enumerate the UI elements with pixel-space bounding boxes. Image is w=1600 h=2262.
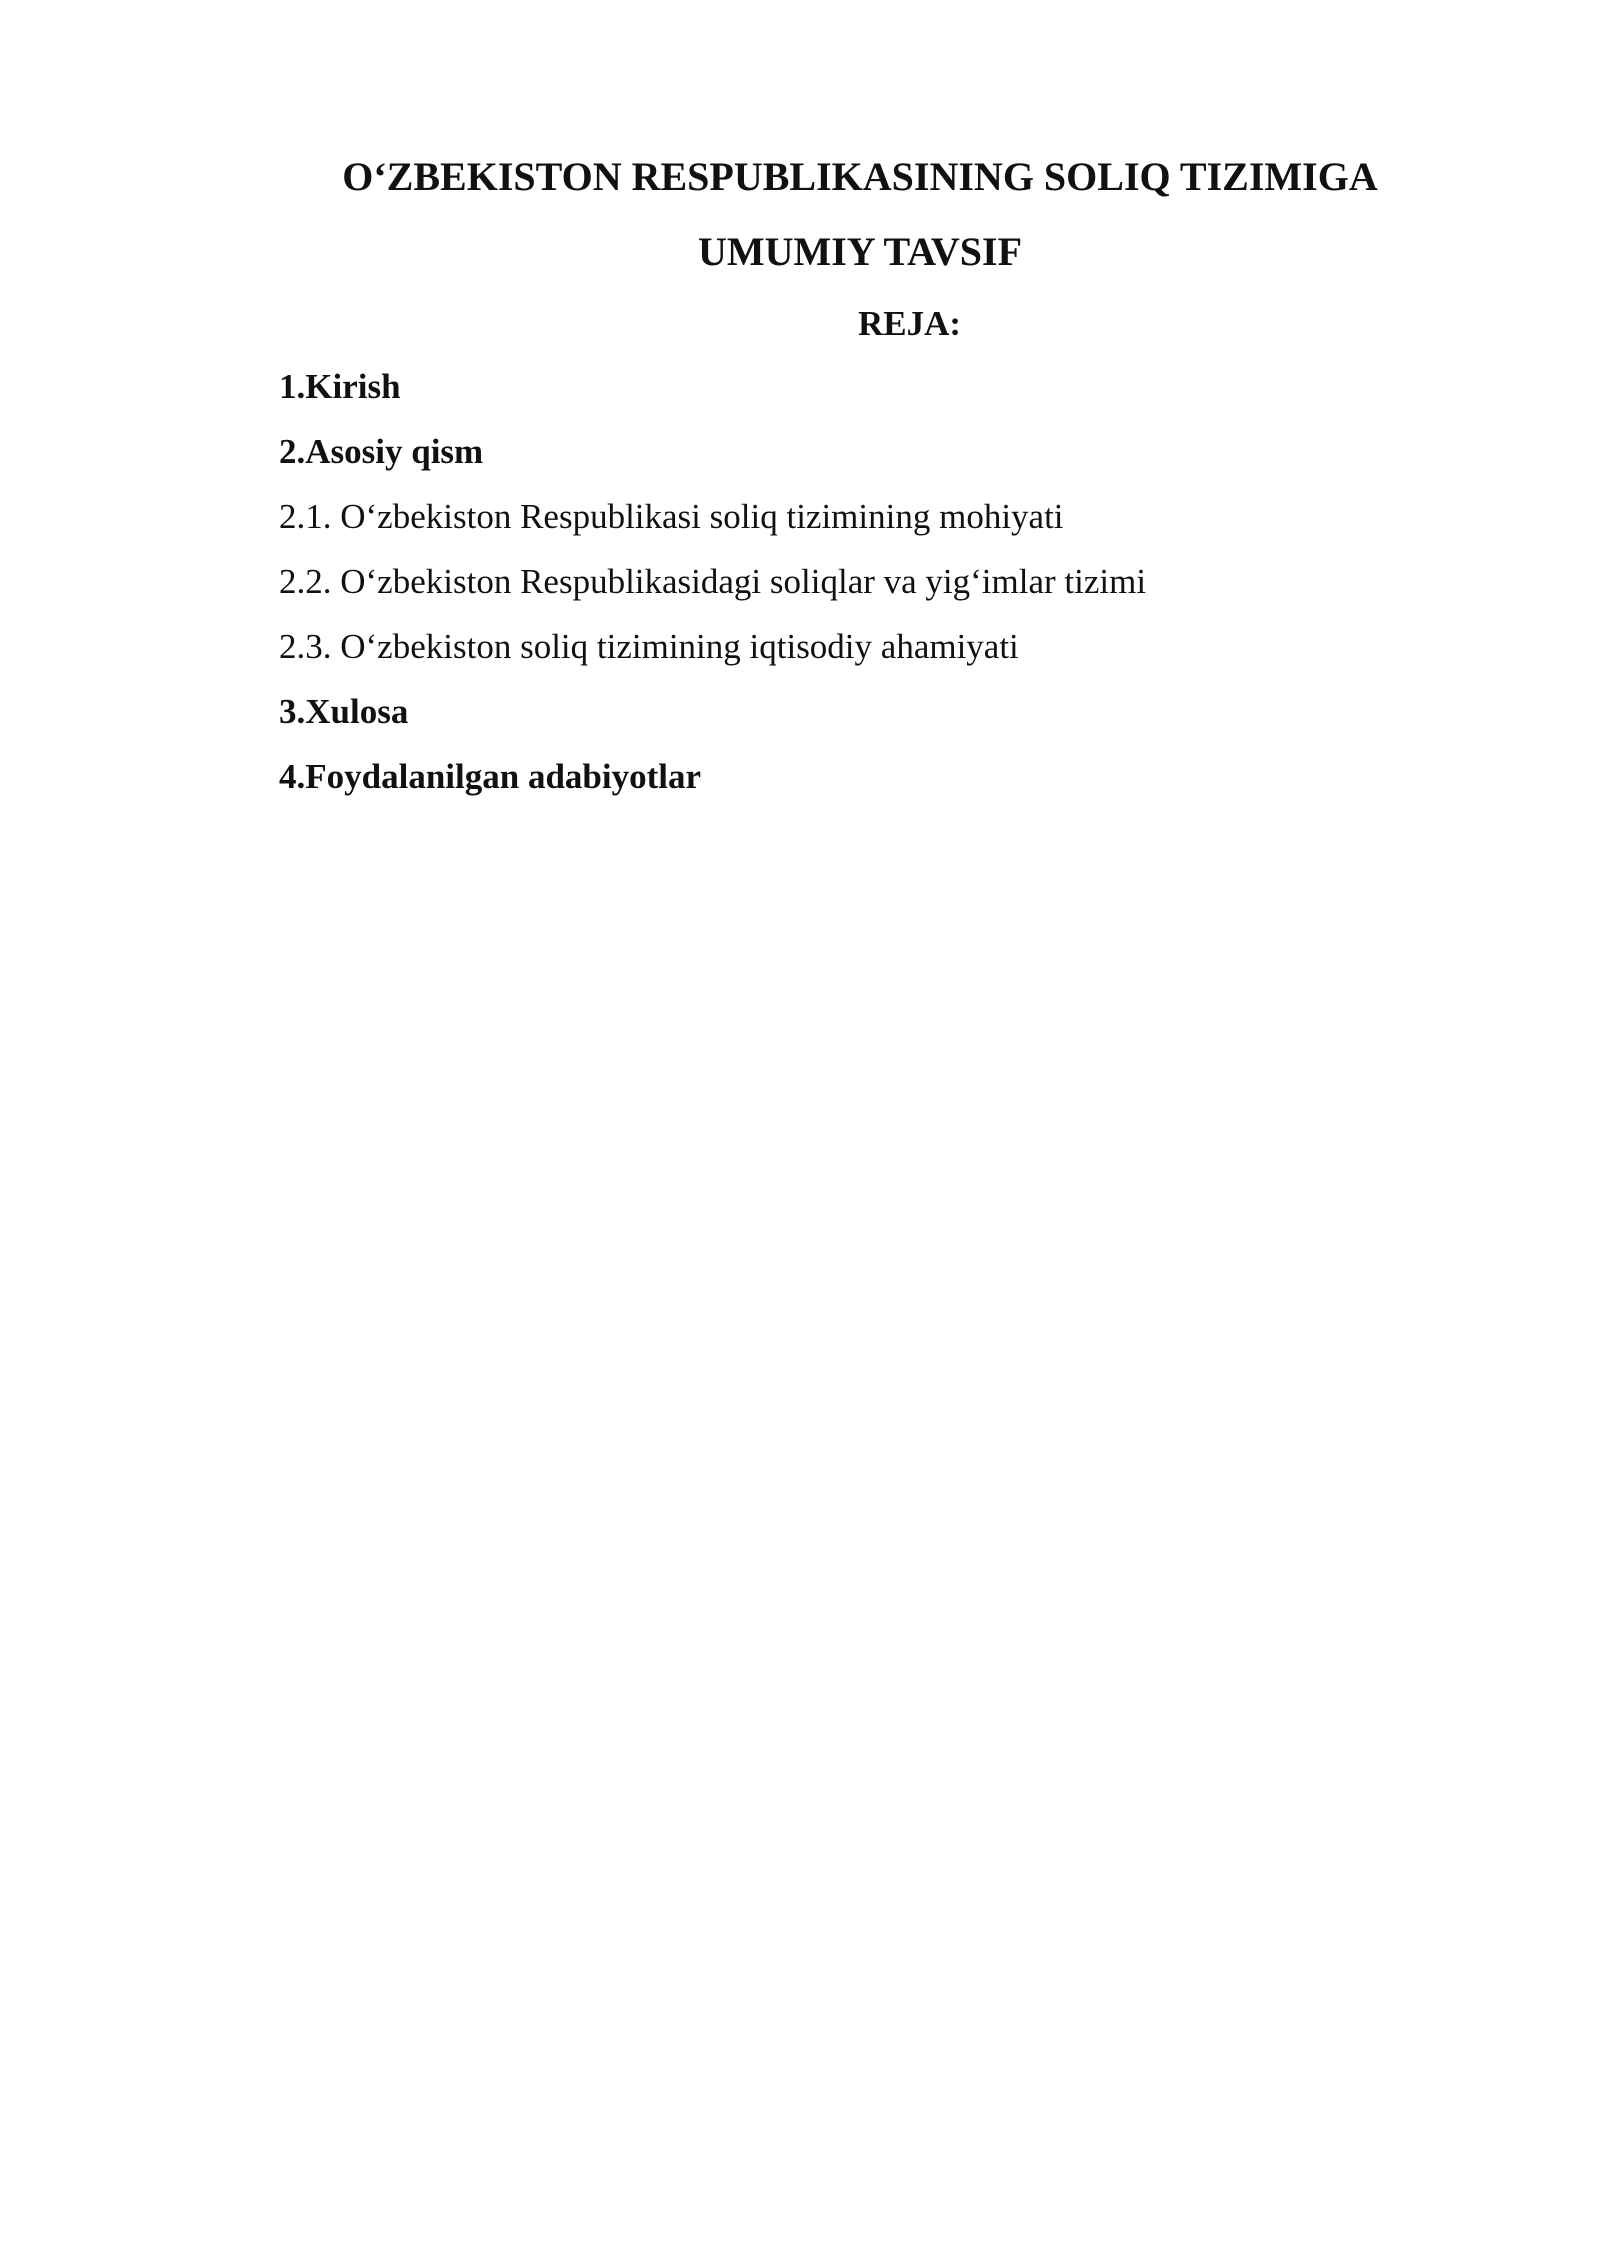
toc-item-2-3: 2.3. O‘zbekiston soliq tizimining iqtisodiy ahamiyati bbox=[279, 627, 1019, 666]
toc-item-main-part: 2.Asosiy qism bbox=[279, 432, 484, 471]
toc-item-introduction: 1.Kirish bbox=[279, 367, 401, 406]
toc-item-2-1: 2.1. O‘zbekiston Respublikasi soliq tizimining mohiyati bbox=[279, 497, 1064, 536]
document-title-line-1: O‘ZBEKISTON RESPUBLIKASINING SOLIQ TIZIMIGA bbox=[342, 154, 1378, 199]
plan-heading: REJA: bbox=[857, 304, 962, 343]
document-title-line-2: UMUMIY TAVSIF bbox=[697, 229, 1023, 274]
toc-item-conclusion: 3.Xulosa bbox=[279, 692, 409, 731]
toc-item-2-2: 2.2. O‘zbekiston Respublikasidagi soliqlar va yig‘imlar tizimi bbox=[279, 562, 1147, 601]
table-of-contents bbox=[279, 368, 1529, 823]
toc-item-references: 4.Foydalanilgan adabiyotlar bbox=[279, 757, 702, 796]
